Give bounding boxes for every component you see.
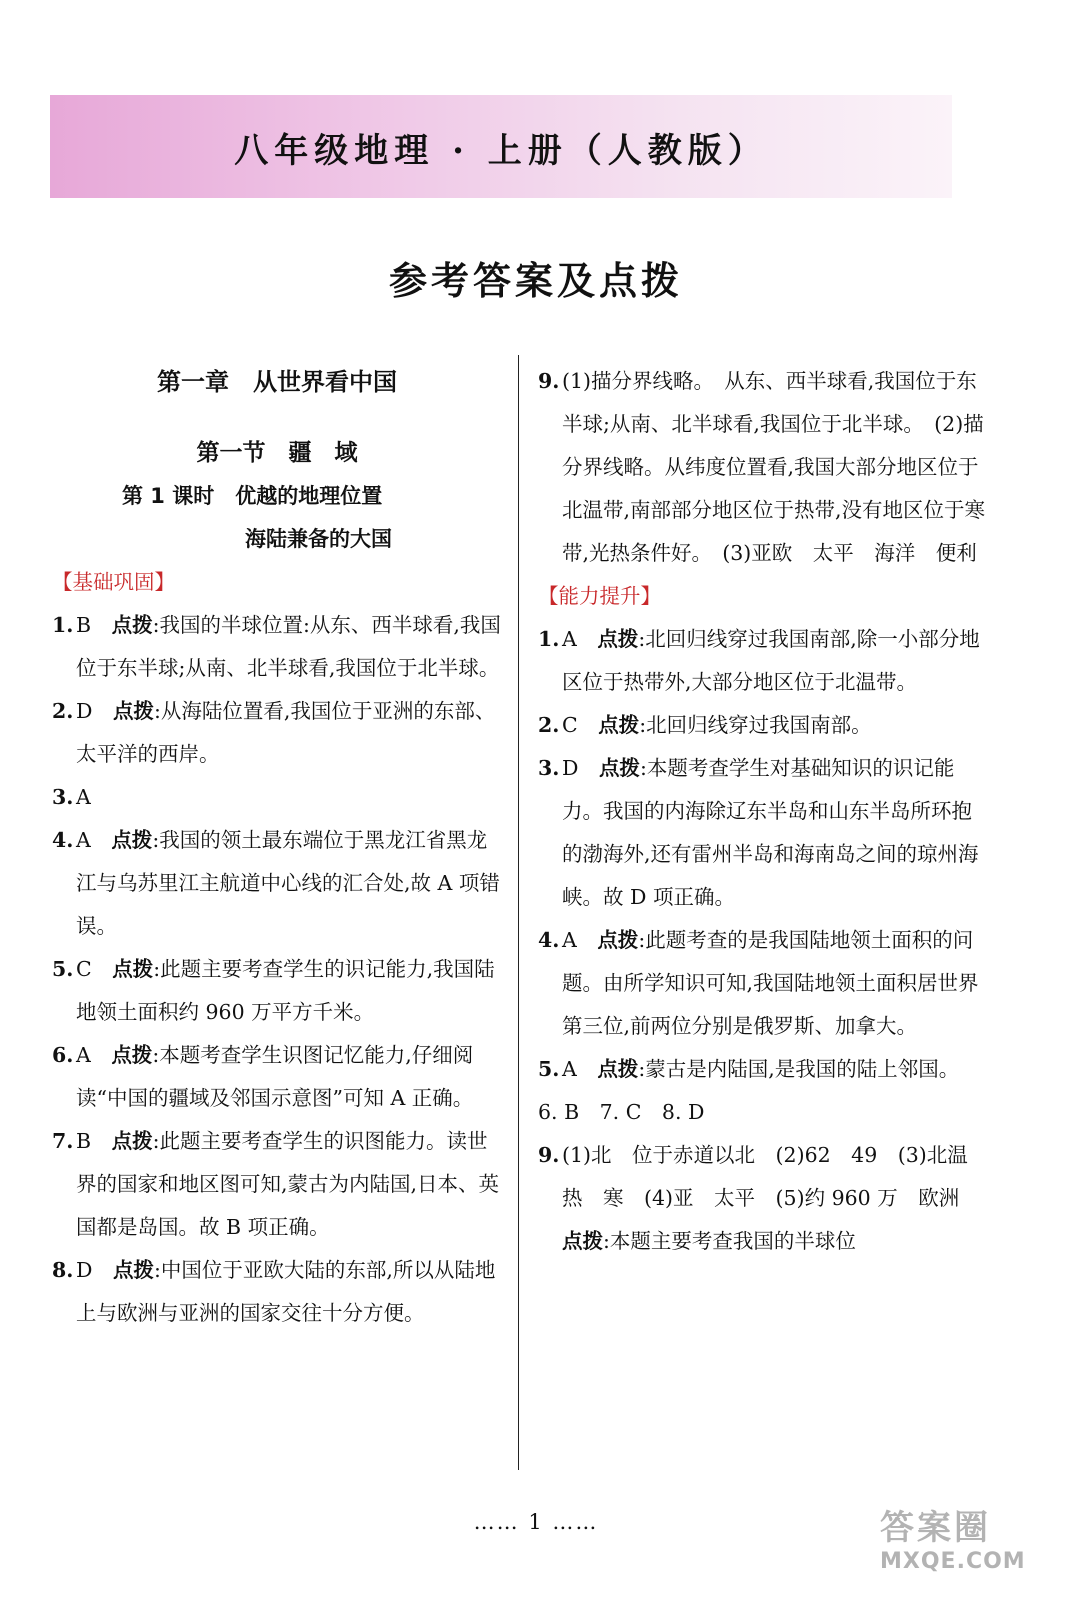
answer-text (562, 919, 986, 1048)
answer-text (562, 1134, 989, 1263)
hint-label: 点拨 (112, 957, 154, 981)
answer-choice: D (76, 1258, 93, 1282)
section-title: 第一节 疆 域 (196, 439, 358, 466)
answer-number: 9. (538, 1143, 560, 1167)
chapter-title: 第一章 从世界看中国 (157, 368, 397, 396)
hint-text: :此题考查的是我国陆地领土面积的问题。由所学知识可知,我国陆地领土面积居世界第三位,前两位分别是俄罗斯、加拿大。 (562, 928, 979, 1038)
lesson-title-line1: 第 1 课时 优越的地理位置 (122, 484, 383, 508)
answer-number: 4. (52, 828, 74, 852)
answer-text (76, 1120, 502, 1249)
answer-item (52, 604, 502, 690)
hint-label: 点拨 (598, 756, 640, 780)
answer-number: 7. (52, 1129, 74, 1153)
answer-list-advanced (538, 618, 986, 1091)
answer-number: 5. (52, 957, 74, 981)
hint-text: :北回归线穿过我国南部。 (639, 713, 872, 737)
answer-number: 6. (52, 1043, 74, 1067)
answer-text (76, 604, 502, 690)
hint-text: :我国的领土最东端位于黑龙江省黑龙江与乌苏里江主航道中心线的汇合处,故 A 项错误。 (76, 828, 500, 938)
answer-item (538, 1134, 989, 1263)
answer-choice: D (562, 756, 579, 780)
answer-item (52, 1034, 502, 1120)
answer-item (538, 747, 986, 919)
page-number: …… 1 …… (473, 1510, 599, 1534)
answer-number: 2. (538, 713, 560, 737)
hint-text: :从海陆位置看,我国位于亚洲的东部、太平洋的西岸。 (76, 699, 496, 766)
hint-text: :中国位于亚欧大陆的东部,所以从陆地上与欧洲与亚洲的国家交往十分方便。 (76, 1258, 496, 1325)
right-column (538, 360, 989, 1263)
hint-label: 点拨 (111, 613, 153, 637)
answer-item (538, 919, 986, 1048)
answer-number: 3. (538, 756, 560, 780)
banner-title: 八年级地理 · 上册（人教版） (234, 131, 768, 171)
answer-item (52, 1120, 502, 1249)
answer-item (538, 618, 986, 704)
answer-item (52, 690, 502, 776)
hint-label: 点拨 (597, 928, 639, 952)
hint-label: 点拨 (597, 1057, 639, 1081)
hint-label: 点拨 (111, 828, 153, 852)
watermark-text: 答案圈 (880, 1508, 991, 1548)
hint-label: 点拨 (598, 713, 640, 737)
answer-item (538, 360, 986, 575)
hint-text: :北回归线穿过我国南部,除一小部分地区位于热带外,大部分地区位于北温带。 (562, 627, 980, 694)
answer-number: 1. (538, 627, 560, 651)
answer-list-basic (52, 604, 502, 1335)
answer-number: 4. (538, 928, 560, 952)
section-tag-basic: 【基础巩固】 (52, 570, 175, 594)
watermark-logo (880, 1500, 1050, 1590)
answer-item (52, 948, 502, 1034)
header-banner (50, 95, 952, 198)
answer-number: 2. (52, 699, 74, 723)
answer-choice: C (76, 957, 92, 981)
hint-text: :此题主要考查学生的识图能力。读世界的国家和地区图可知,蒙古为内陆国,日本、英国都是岛国。故 B 项正确。 (76, 1129, 500, 1239)
answer-text (562, 704, 986, 747)
hint-label: 点拨 (597, 627, 639, 651)
page-title: 参考答案及点拨 (388, 258, 683, 303)
answer-choice: A (76, 828, 91, 852)
lesson-title (52, 475, 502, 561)
answer-item (52, 776, 502, 819)
answer-choice: B (76, 613, 92, 637)
answer-text (562, 747, 986, 919)
answer-text (562, 618, 986, 704)
watermark-url: MXQE.COM (880, 1549, 1026, 1574)
answer-combo-line: 6. B 7. C 8. D (538, 1100, 705, 1124)
hint-text: :本题主要考查我国的半球位 (603, 1229, 856, 1253)
hint-label: 点拨 (112, 1258, 154, 1282)
answer-choice: D (76, 699, 93, 723)
answer-text (76, 1249, 502, 1335)
answer-choice: A (562, 928, 577, 952)
lesson-title-line2: 海陆兼备的大国 (245, 527, 392, 551)
answer-values: (1)北 位于赤道以北 (2)62 49 (3)北温 热 寒 (4)亚 太平 (5)约 960 万 欧洲 (562, 1143, 989, 1210)
answer-text (76, 948, 502, 1034)
hint-text: :此题主要考查学生的识记能力,我国陆地领土面积约 960 万平方千米。 (76, 957, 495, 1024)
answer-choice: A (562, 627, 577, 651)
hint-label: 点拨 (562, 1229, 603, 1253)
answer-text (76, 1034, 502, 1120)
answer-choice: A (76, 1043, 91, 1067)
hint-text: :蒙古是内陆国,是我国的陆上邻国。 (638, 1057, 960, 1081)
answer-number: 9. (538, 369, 560, 393)
hint-label: 点拨 (111, 1129, 153, 1153)
left-column (52, 360, 502, 1335)
answer-number: 1. (52, 613, 74, 637)
answer-text: (1)描分界线略。 从东、西半球看,我国位于东半球;从南、北半球看,我国位于北半球。 (2)描分界线略。从纬度位置看,我国大部分地区位于北温带,南部部分地区位于热带,没有地区位于寒带,光热条件好。 (3)亚欧 太平 海洋 便利 (562, 369, 986, 565)
hint-label: 点拨 (112, 699, 154, 723)
hint-text: :本题考查学生识图记忆能力,仔细阅读“中国的疆域及邻国示意图”可知 A 正确。 (76, 1043, 474, 1110)
answer-number: 8. (52, 1258, 74, 1282)
column-divider (518, 355, 519, 1470)
hint-text: :我国的半球位置:从东、西半球看,我国位于东半球;从南、北半球看,我国位于北半球。 (76, 613, 501, 680)
answer-item (52, 819, 502, 948)
hint-label: 点拨 (111, 1043, 153, 1067)
answer-choice: A (76, 785, 91, 809)
answer-choice: A (562, 1057, 577, 1081)
hint-text: :本题考查学生对基础知识的识记能力。我国的内海除辽东半岛和山东半岛所环抱的渤海外,还有雷州半岛和海南岛之间的琼州海峡。故 D 项正确。 (562, 756, 979, 909)
answer-item (52, 1249, 502, 1335)
answer-item (538, 1048, 986, 1091)
answer-number: 5. (538, 1057, 560, 1081)
answer-number: 3. (52, 785, 74, 809)
answer-text (76, 819, 502, 948)
answer-choice: B (76, 1129, 92, 1153)
answer-item (538, 704, 986, 747)
answer-text (562, 1048, 986, 1091)
answer-text (76, 776, 502, 819)
section-tag-advanced: 【能力提升】 (538, 584, 661, 608)
answer-text (76, 690, 502, 776)
answer-choice: C (562, 713, 578, 737)
